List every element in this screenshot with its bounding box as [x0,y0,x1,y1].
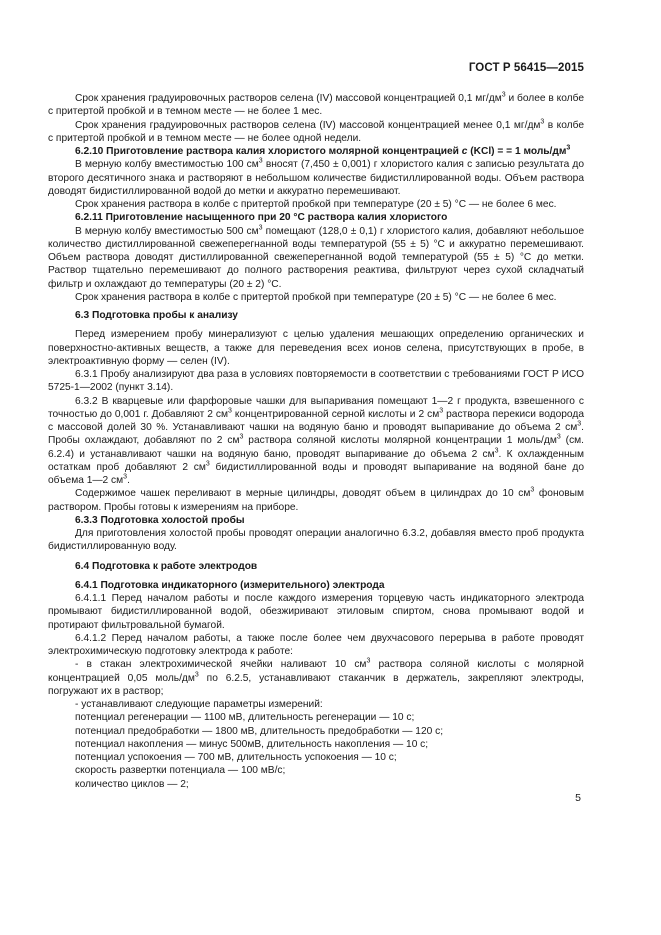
document-code: ГОСТ Р 56415—2015 [468,62,584,74]
paragraph: Для приготовления холостой пробы проводят операции аналогично 6.3.2, добавляя вместо проб продукта бидистиллированную воду. [48,528,584,553]
subsection-heading: 6.3.3 Подготовка холостой пробы [75,514,245,526]
paragraph: 6.3.2 В кварцевые или фарфоровые чашки для выпаривания помещают 1—2 г продукта, взвешенного с точностью до 0,001 г. Добавляют 2 $см^3$ концентрированной серной кислоты и 2 $см^3$ раствора перекиси водорода с массовой долей 30 %. Устанавливают чашки на водяную баню и проводят выпаривание до объема 2 $см^3$. Пробы охлаждают, добавляют по 2 $см^3$ раствора соляной кислоты молярной концентрации 1 моль/$дм^3$ (см. 6.2.4) и устанавливают чашки на водяную баню, проводят выпаривание до объема 2 $см^3$. К охлажденным остаткам проб добавляют 2 $см^3$ бидистиллированной воды и проводят выпаривание на водяной бане до объема 1—2 $см^3$. [48,395,585,486]
list-item: количество циклов — 2; [75,778,189,790]
paragraph: В мерную колбу вместимостью 100 $см^3$ вносят (7,450 ± 0,001) г хлористого калия с записью результата до второго десятичного знака и растворяют в небольшом количестве бидистиллированной воды. Объем раствора доводят бидистиллированной водой до метки и аккуратно перемешивают. [48,157,584,197]
section-heading: 6.3 Подготовка пробы к анализу [75,310,238,321]
paragraph: 6.4.1.1 Перед началом работы и после каждого измерения торцевую часть индикаторного электрода промывают бидистиллированной водой, обезжиривают этиловым спиртом, снова промывают водой и протирают фильтровальной бумагой. [48,593,584,631]
list-item: потенциал успокоения — 700 мВ, длительность успокоения — 10 с; [75,752,397,763]
list-item: потенциал предобработки — 1800 мВ, длительность предобработки — 120 с; [75,725,444,737]
paragraph: Срок хранения градуировочных растворов селена (IV) массовой концентрацией менее 0,1 $мг/дм^3$ в колбе с притертой пробкой и в темном месте — не более одной недели. [48,118,584,144]
paragraph: Срок хранения раствора в колбе с притертой пробкой при температуре (20 ± 5) °С — не более 6 мес. [75,199,557,210]
subsection-heading: 6.2.11 Приготовление насыщенного при 20 °С раствора калия хлористого [75,212,448,224]
paragraph: 6.4.1.2 Перед началом работы, а также после более чем двухчасового перерыва в работе проводят электрохимическую подготовку электрода к работе: [48,632,584,657]
paragraph: Содержимое чашек переливают в мерные цилиндры, доводят объем в цилиндрах до 10 $см^3$ фоновым раствором. Пробы готовы к измерениям на приборе. [48,486,584,513]
paragraph: Перед измерением пробу минерализуют с целью удаления мешающих определению органических и поверхностно-активных веществ, а также для переведения всех ионов селена, присутствующих в пробе, в электроактивную форму — селен (IV). [48,329,584,367]
paragraph: - устанавливают следующие параметры измерений: [75,699,323,710]
document-body [48,92,584,791]
paragraph: - в стакан электрохимической ячейки наливают 10 $см^3$ раствора соляной кислоты с молярной концентрацией 0,05 моль/$дм^3$ по 6.2.5, устанавливают стаканчик в держатель, закрепляют электроды, погружают их в раствор; [48,657,584,697]
list-item: потенциал накопления — минус 500мВ, длительность накопления — 10 с; [75,738,429,750]
paragraph: В мерную колбу вместимостью 500 $см^3$ помещают (128,0 ± 0,1) г хлористого калия, добавляют небольшое количество дистиллированной свежеперегнанной воды температурой (55 ± 5) °С и аккуратно перемешивают. Объем раствора доводят дистиллированной свежеперегнанной водой температурой (55 ± 5) °С до метки. Раствор тщательно перемешивают до полного растворения реактива, фильтруют через сухой складчатый фильтр и охлаждают до температуры (20 ± 2) °С. [48,224,584,290]
paragraph: Срок хранения раствора в колбе с притертой пробкой при температуре (20 ± 5) °С — не более 6 мес. [75,291,557,303]
page-number: 5 [575,792,581,804]
subsection-heading: 6.2.10 Приготовление раствора калия хлористого молярной концентрацией с (KCl) = = 1 моль/$дм^3$ [75,144,571,157]
section-heading: 6.4 Подготовка к работе электродов [75,560,258,572]
subsection-heading: 6.4.1 Подготовка индикаторного (измерительного) электрода [75,579,385,591]
list-item: скорость развертки потенциала — 100 мВ/с; [75,765,286,777]
list-item: потенциал регенерации — 1100 мВ, длительность регенерации — 10 с; [75,712,415,724]
paragraph: 6.3.1 Пробу анализируют два раза в условиях повторяемости в соответствии с требованиями ГОСТ Р ИСО 5725-1—2002 (пункт 3.14). [48,369,584,394]
paragraph: Срок хранения градуировочных растворов селена (IV) массовой концентрацией 0,1 $мг/дм^3$ и более в колбе с притертой пробкой и в темном месте — не более 1 мес. [48,91,584,118]
